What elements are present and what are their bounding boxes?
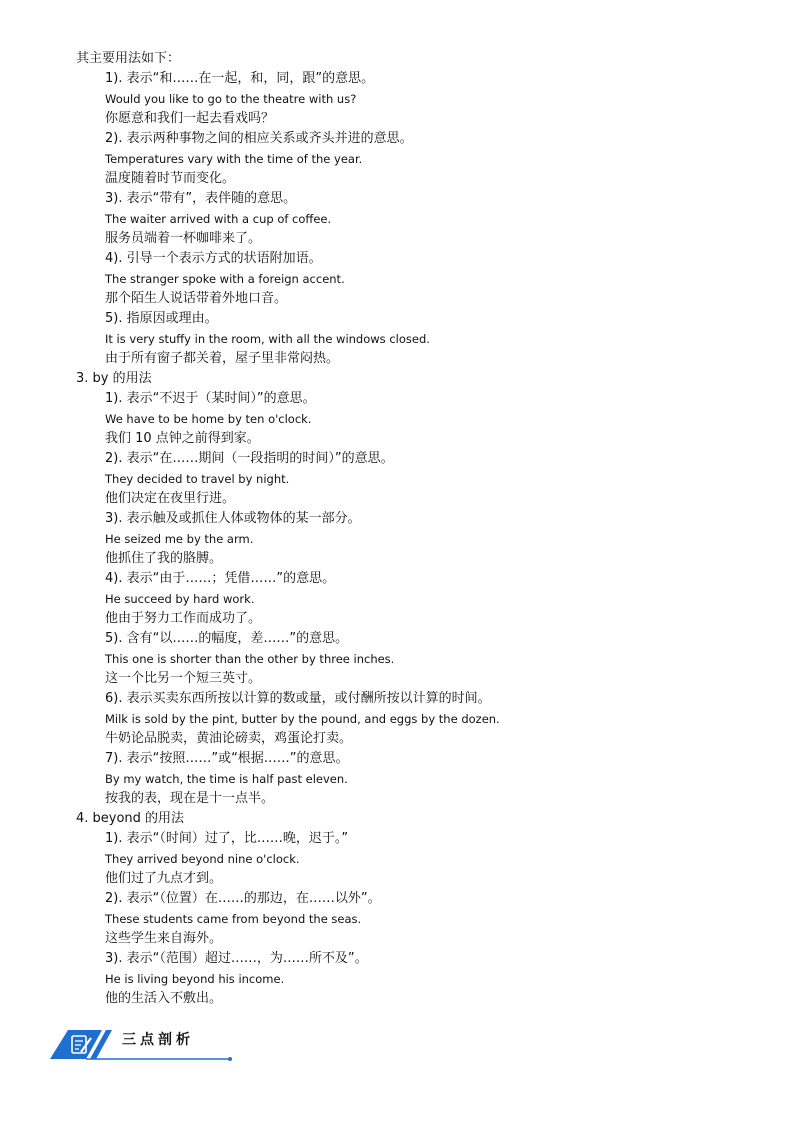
- section-banner-title: 三点剖析: [122, 1032, 194, 1048]
- example-en: He succeed by hard work.: [105, 592, 255, 606]
- example-en: These students came from beyond the seas.: [105, 912, 362, 926]
- example-zh: 这些学生来自海外。: [105, 931, 223, 946]
- item-heading: 3). 表示触及或抓住人体或物体的某一部分。: [105, 511, 361, 526]
- example-zh: 服务员端着一杯咖啡来了。: [105, 231, 262, 246]
- example-zh: 他由于努力工作而成功了。: [105, 611, 262, 626]
- section-heading-beyond: 4. beyond 的用法: [76, 811, 185, 826]
- example-en: This one is shorter than the other by three inches.: [105, 652, 395, 666]
- example-en: Temperatures vary with the time of the year.: [105, 152, 363, 166]
- item-heading: 4). 引导一个表示方式的状语附加语。: [105, 251, 322, 266]
- item-heading: 4). 表示“由于……；凭借……”的意思。: [105, 571, 336, 586]
- example-zh: 按我的表，现在是十一点半。: [105, 791, 275, 806]
- item-heading: 1). 表示“（时间）过了，比……晚，迟于。”: [105, 831, 349, 846]
- example-en: It is very stuffy in the room, with all the windows closed.: [105, 332, 430, 346]
- example-zh: 我们 10 点钟之前得到家。: [105, 431, 260, 446]
- example-zh: 他的生活入不敷出。: [105, 991, 223, 1006]
- example-en: Milk is sold by the pint, butter by the pound, and eggs by the dozen.: [105, 712, 500, 726]
- item-heading: 7). 表示“按照……”或“根据……”的意思。: [105, 751, 349, 766]
- item-heading: 6). 表示买卖东西所按以计算的数或量，或付酬所按以计算的时间。: [105, 691, 491, 706]
- item-heading: 1). 表示“和……在一起，和，同，跟”的意思。: [105, 71, 375, 86]
- example-zh: 牛奶论品脱卖，黄油论磅卖，鸡蛋论打卖。: [105, 731, 353, 746]
- example-en: The stranger spoke with a foreign accent.: [105, 272, 345, 286]
- example-zh: 你愿意和我们一起去看戏吗？: [105, 111, 275, 126]
- item-heading: 2). 表示“在……期间（一段指明的时间）”的意思。: [105, 451, 394, 466]
- example-en: By my watch, the time is half past eleven.: [105, 772, 348, 786]
- section-heading-by: 3. by 的用法: [76, 371, 152, 386]
- example-en: He is living beyond his income.: [105, 972, 285, 986]
- example-en: The waiter arrived with a cup of coffee.: [105, 212, 332, 226]
- example-zh: 他们过了九点才到。: [105, 871, 223, 886]
- example-zh: 他们决定在夜里行进。: [105, 491, 236, 506]
- item-heading: 3). 表示“（范围）超过……，为……所不及”。: [105, 951, 368, 966]
- example-zh: 温度随着时节而变化。: [105, 171, 236, 186]
- item-heading: 2). 表示“（位置）在……的那边，在……以外”。: [105, 891, 381, 906]
- item-heading: 2). 表示两种事物之间的相应关系或齐头并进的意思。: [105, 131, 413, 146]
- example-en: We have to be home by ten o'clock.: [105, 412, 312, 426]
- item-heading: 1). 表示“不迟于（某时间）”的意思。: [105, 391, 316, 406]
- example-en: Would you like to go to the theatre with us?: [105, 92, 357, 106]
- example-en: He seized me by the arm.: [105, 532, 254, 546]
- item-heading: 5). 指原因或理由。: [105, 311, 218, 326]
- intro-text: 其主要用法如下：: [76, 51, 181, 66]
- example-zh: 这一个比另一个短三英寸。: [105, 671, 262, 686]
- example-en: They arrived beyond nine o'clock.: [105, 852, 300, 866]
- example-zh: 那个陌生人说话带着外地口音。: [105, 291, 288, 306]
- item-heading: 3). 表示“带有”，表伴随的意思。: [105, 191, 297, 206]
- item-heading: 5). 含有“以……的幅度，差……”的意思。: [105, 631, 349, 646]
- example-zh: 他抓住了我的胳膊。: [105, 551, 223, 566]
- example-zh: 由于所有窗子都关着，屋子里非常闷热。: [105, 351, 340, 366]
- example-en: They decided to travel by night.: [105, 472, 290, 486]
